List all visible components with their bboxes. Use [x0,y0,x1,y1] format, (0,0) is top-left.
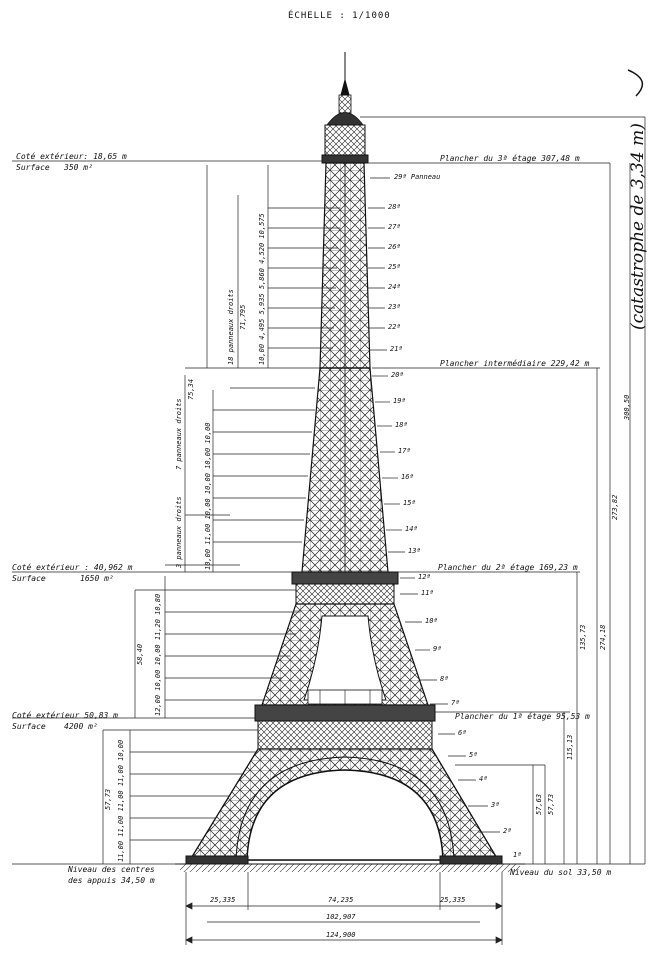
panel-label: 7ª [451,699,460,707]
panel-label: 1ª [513,851,522,859]
second-floor-label: Plancher du 2ª étage 169,23 m [438,563,578,572]
panel-label: 9ª [433,645,442,653]
bottom-middle-span: 74,235 [328,896,354,904]
panel-label: 5ª [469,751,478,759]
first-floor-label: Plancher du 1ª étage 95,53 m [455,712,590,721]
third-level-surface-label: Surface [16,163,50,172]
panel-label: 28ª [388,203,401,211]
second-sections-dim: 12,00 10,00 10,00 11,20 10,80 [154,593,162,716]
panel-label: 15ª [403,499,416,507]
right-dim-2: 274,18 [599,624,607,650]
panel-label: 20ª [391,371,404,379]
panel-label: 29ª Panneau [394,173,441,181]
panel-label: 26ª [388,243,401,251]
first-level-surface-label: Surface [12,722,46,731]
panel-label: 22ª [388,323,401,331]
ground-left-label-2: des appuis 34,50 m [68,876,155,885]
panel-label: 6ª [458,729,467,737]
panel-label: 10ª [425,617,438,625]
third-level-cote: Coté extérieur: 18,65 m [16,152,127,161]
bottom-overall: 124,900 [326,931,356,939]
ground-sections-dim: 11,00 11,00 11,00 11,00 10,00 [117,739,125,862]
handwritten-bracket [628,70,642,96]
panel-label: 4ª [479,775,488,783]
panel-label: 16ª [401,473,414,481]
first-level-cote: Coté extérieur 50,83 m [12,711,118,720]
panel-label: 11ª [421,589,434,597]
mid-total-dim: 75,34 [187,378,195,400]
right-dim-3: 135,73 [579,624,587,650]
panel-label: 23ª [388,303,401,311]
scale-title: ÉCHELLE : 1/1000 [288,11,391,21]
tower-structure [186,52,502,864]
ground-right-label: Niveau du sol 33,50 m [510,868,612,877]
panel-label: 2ª [503,827,512,835]
bottom-left-span: 25,335 [210,896,236,904]
third-level-surface-value: 350 m² [64,163,93,172]
panel-label: 8ª [440,675,449,683]
panel-label: 24ª [388,283,401,291]
panel-label: 14ª [405,525,418,533]
panel-label: 25ª [388,263,401,271]
second-level-surface-value: 1650 m² [80,574,114,583]
bottom-right-span: 25,335 [440,896,466,904]
ground-line [175,864,525,872]
ground-total-dim: 57,73 [104,788,112,810]
mid-sections-dim: 10,00 11,00 10,00 10,00 10,00 10,00 [204,422,212,570]
upper-sections-dim: 10,00 4,495 5,935 5,860 4,520 10,575 [258,213,266,365]
panel-label: 13ª [408,547,421,555]
second-level-surface-label: Surface [12,574,46,583]
mid-panels-label: 7 panneaux droits [175,398,183,470]
mid-small-label: 3 panneaux droits [175,496,183,568]
panel-label: 3ª [491,801,500,809]
handwritten-note: (catastrophe de 3,34 m) [628,123,648,330]
upper-panels-label: 18 panneaux droits [227,289,235,365]
right-dim-1: 273,82 [611,494,619,520]
right-dim-top-total: 300,50 [623,394,631,420]
right-dim-6: 57,63 [535,793,543,815]
bottom-base-total: 102,907 [326,913,356,921]
panel-label: 27ª [388,223,401,231]
second-level-cote: Coté extérieur : 40,962 m [12,563,133,572]
first-level-surface-value: 4200 m² [64,722,98,731]
panel-label: 21ª [390,345,403,353]
upper-total-dim: 71,795 [239,304,247,330]
panel-label: 19ª [393,397,406,405]
panel-label: 12ª [418,573,431,581]
second-total-dim: 58,40 [136,643,144,665]
third-floor-label: Plancher du 3ª étage 307,48 m [440,154,580,163]
right-dim-4: 115,13 [566,734,574,760]
ground-left-label-1: Niveau des centres [68,865,155,874]
panel-label: 17ª [398,447,411,455]
panel-label: 18ª [395,421,408,429]
intermediate-floor-label: Plancher intermédiaire 229,42 m [440,359,590,368]
right-dim-5: 57,73 [547,793,555,815]
